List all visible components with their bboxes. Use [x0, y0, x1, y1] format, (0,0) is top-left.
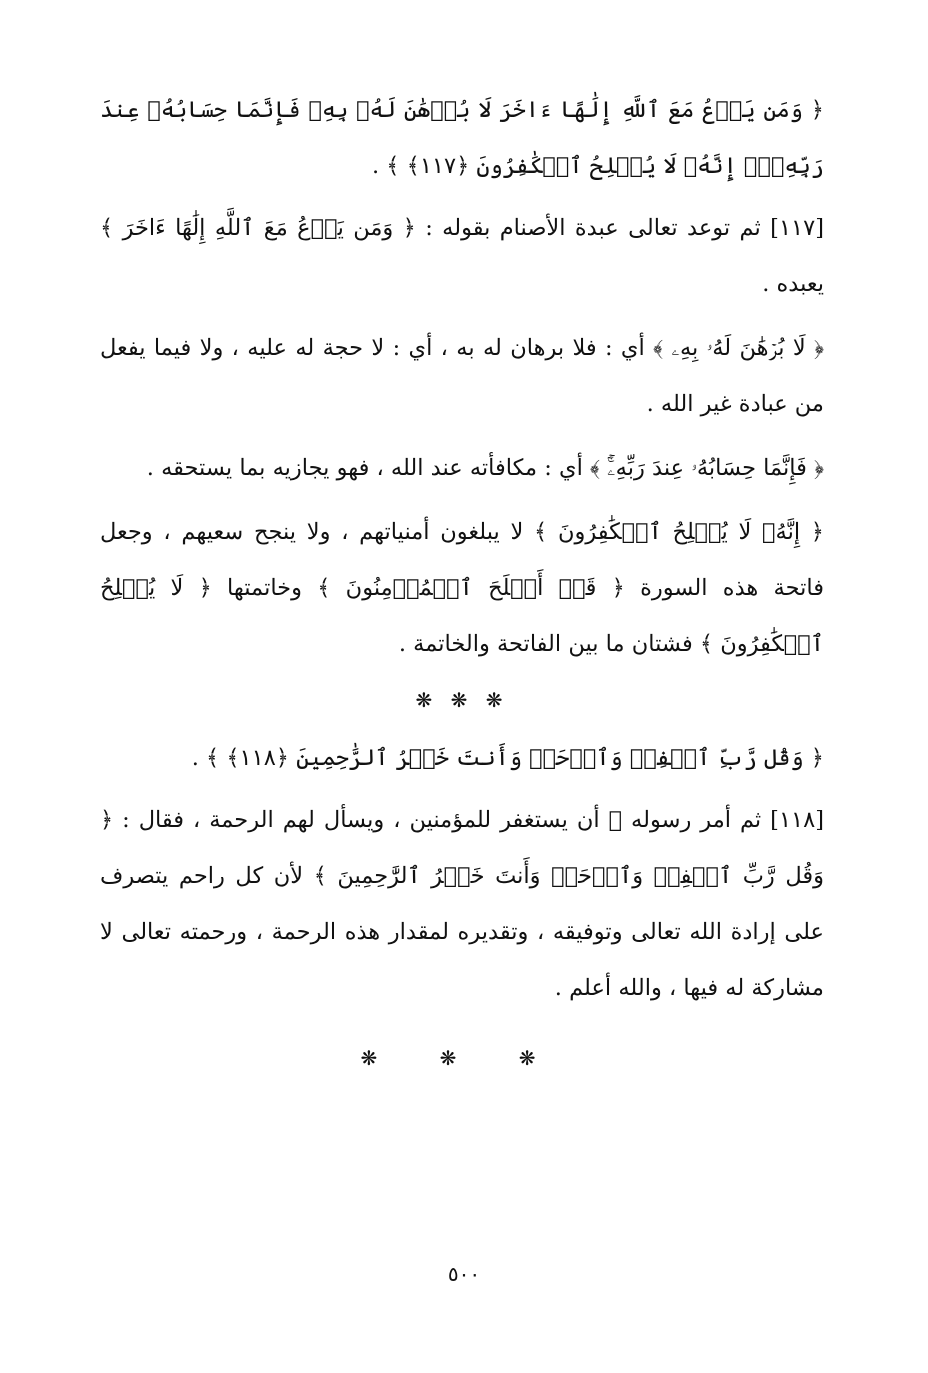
- commentary-117-kafirun: ﴿ إِنَّهُۥ لَا يُفۡلِحُ ٱلۡكَٰفِرُونَ ﴾ لا يبلغون أمنياتهم ، ولا ينجح سعيهم ، وجعل فاتحة هذه السورة ﴿ قَدۡ أَفۡلَحَ ٱلۡمُؤۡمِنُونَ ﴾ وخاتمتها ﴿ لَا يُفۡلِحُ ٱلۡكَٰفِرُونَ ﴾ فشتان ما بين الفاتحة والخاتمة .: [100, 519, 824, 657]
- section-separator: ❋ ❋ ❋: [415, 688, 509, 712]
- commentary-117-burhan: ﴿ لَا بُرۡهَٰنَ لَهُۥ بِهِۦ ﴾ أي : فلا برهان له به ، أي : لا حجة له عليه ، ولا فيما يفعل من عبادة غير الله .: [100, 335, 824, 417]
- closing-separator: ❋ ❋ ❋: [360, 1046, 564, 1070]
- commentary-117-intro: [١١٧] ثم توعد تعالى عبدة الأصنام بقوله : ﴿ وَمَن يَدۡعُ مَعَ ٱللَّهِ إِلَٰهًا ءَاخَرَ ﴾ يعبده .: [100, 215, 824, 297]
- quran-verse-117: ﴿ وَمَن يَدۡعُ مَعَ ٱللَّهِ إِلَٰهًا ءَاخَرَ لَا بُرۡهَٰنَ لَهُۥ بِهِۦ فَإِنَّمَا حِسَابُهُۥ عِندَ رَبِّهِۦٓۚ إِنَّهُۥ لَا يُفۡلِحُ ٱلۡكَٰفِرُونَ ﴿١١٧﴾ ﴾ .: [100, 97, 824, 179]
- page-number: ٥٠٠: [447, 1262, 481, 1286]
- page-content: [100, 82, 824, 1088]
- commentary-117-hisab: ﴿ فَإِنَّمَا حِسَابُهُۥ عِندَ رَبِّهِۦٓۚ ﴾ أي : مكافأته عند الله ، فهو يجازيه بما يستحقه .: [146, 455, 824, 481]
- quran-verse-118: ﴿ وَقُل رَّبِّ ٱغۡفِرۡ وَٱرۡحَمۡ وَأَنتَ خَيۡرُ ٱلرَّٰحِمِينَ ﴿١١٨﴾ ﴾ .: [191, 745, 824, 771]
- commentary-118: [١١٨] ثم أمر رسوله ﷺ أن يستغفر للمؤمنين ، ويسأل لهم الرحمة ، فقال : ﴿ وَقُل رَّبِّ ٱغۡفِرۡ وَٱرۡحَمۡ وَأَنتَ خَيۡرُ ٱلرَّٰحِمِينَ ﴾ لأن كل راحم يتصرف على إرادة الله تعالى وتوفيقه ، وتقديره لمقدار هذه الرحمة ، ورحمته تعالى لا مشاركة له فيها ، والله أعلم .: [100, 807, 824, 1001]
